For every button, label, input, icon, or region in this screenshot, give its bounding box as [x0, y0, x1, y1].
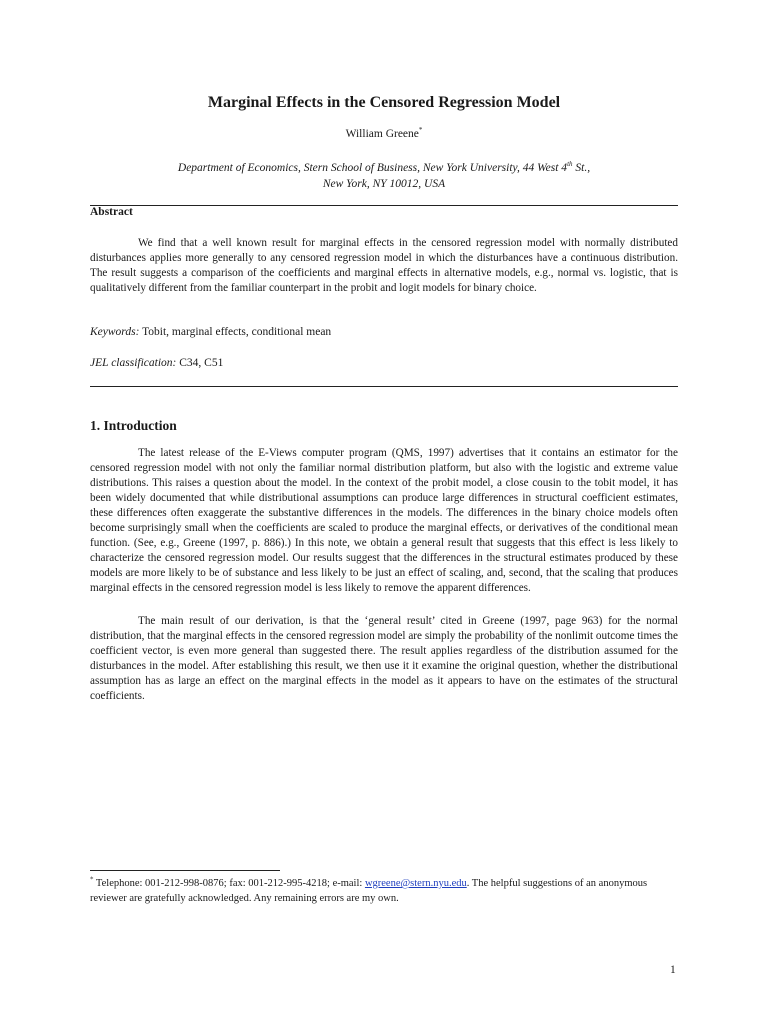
affiliation [0, 160, 768, 192]
jel-value: C34, C51 [176, 357, 224, 369]
page-number: 1 [670, 964, 676, 976]
paper-title: Marginal Effects in the Censored Regression Model [207, 94, 561, 111]
affiliation-text: Department of Economics, Stern School of Business, New York University, 44 West 4 [177, 162, 568, 174]
abstract-top-rule [90, 205, 678, 206]
footnote [90, 876, 678, 906]
keywords-line [90, 326, 331, 338]
jel-line [90, 357, 223, 369]
intro-paragraph-2: The main result of our derivation, is that the ‘general result’ cited in Greene (1997, page 963) for the normal distribution, that the marginal effects in the censored regression model are simply the probability of the nonlimit outcome times the coefficient vector, is even more general than suggested there. The result applies regardless of the distribution assumed for the disturbances in the model. After establishing this result, we then use it it examine the original question, whether the distributional assumption has as large an effect on the marginal effects in the model as it appears to have on the estimates of the structural coefficients. [90, 615, 678, 702]
jel-label: JEL classification: [90, 357, 177, 369]
email-link[interactable]: wgreene@stern.nyu.edu [364, 878, 467, 889]
keywords-label: Keywords: [90, 326, 140, 338]
abstract-text: We find that a well known result for marginal effects in the censored regression model with normally distributed disturbances applies more generally to any censored regression model in which the disturbances have a continuous distribution. The result suggests a comparison of the coefficients and marginal effects in alternative models, e.g., normal vs. logistic, that is qualitatively different from the familiar counterpart in the probit and logit models for binary choice. [90, 237, 678, 294]
author-name: William Greene [345, 128, 419, 140]
abstract-bottom-rule [90, 386, 678, 387]
affiliation-superscript: th [567, 160, 573, 169]
intro-paragraph-1: The latest release of the E-Views computer program (QMS, 1997) advertises that it contains an estimator for the censored regression model with not only the familiar normal distribution platform, but also with the logistic and extreme value distributions. This raises a question about the model. In the context of the probit model, a close cousin to the tobit model, it has been widely documented that while distributional assumptions can produce large differences in structural coefficient estimates, these differences often exaggerate the substantive differences in the models. The differences in the binary choice models often become surprisingly small when the coefficients are scaled to produce the marginal effects, or derivatives of the conditional mean function. (See, e.g., Greene (1997, p. 886).) In this note, we obtain a general result that suggests that this effect is less likely to characterize the censored regression model. Our results suggest that the differences in the structural estimates produced by these models are more likely to be of substance and less likely to be just an effect of scaling, and, second, that the scaling that produces marginal effects in the censored regression model is less likely to remove the apparent differences. [90, 447, 678, 594]
keywords-value: Tobit, marginal effects, conditional mean [139, 326, 332, 338]
affiliation-line-1 [0, 160, 768, 176]
affiliation-text-end: St., [572, 162, 591, 174]
author-line [0, 128, 768, 140]
affiliation-line-2: New York, NY 10012, USA [322, 178, 446, 190]
footnote-mark: * [90, 875, 94, 884]
footnote-text: Telephone: 001-212-998-0876; fax: 001-212-995-4218; e-mail: [93, 878, 365, 889]
section-heading: 1. Introduction [90, 418, 177, 433]
abstract-heading: Abstract [90, 206, 133, 218]
footnote-rule [90, 870, 280, 871]
author-footnote-mark: * [418, 126, 423, 135]
footnote-text-end: . The helpful suggestions of an anonymous reviewer are gratefully acknowledged. Any remaining errors are my own. [90, 878, 648, 904]
